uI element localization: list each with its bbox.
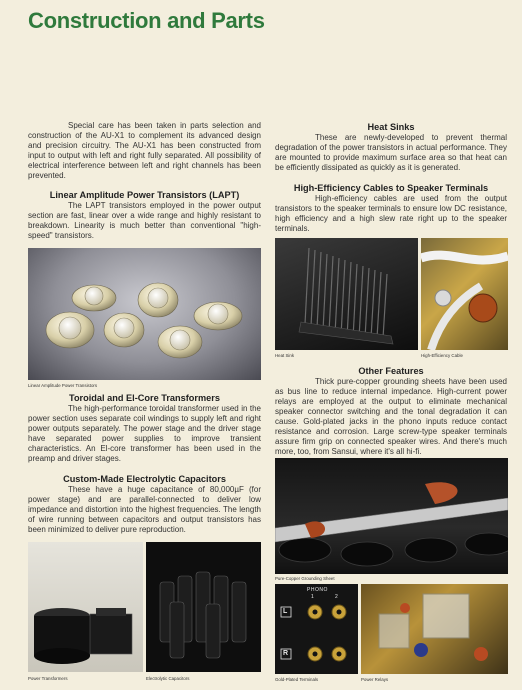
capacitors-heading: Custom-Made Electrolytic Capacitors — [63, 474, 226, 484]
capacitors-photo — [146, 542, 261, 672]
copper-sheet-caption: Pure-Copper Grounding Sheet — [275, 576, 335, 581]
capacitors-illustration — [146, 542, 261, 672]
transistor-2 — [138, 283, 178, 317]
right-channel-label: R — [283, 650, 289, 657]
transformers-photo — [28, 542, 143, 672]
terminals-photo — [275, 584, 358, 674]
copper-sheet-illustration — [275, 458, 508, 574]
phono-label: PHONO — [307, 587, 328, 593]
toroidal-text: The high-performance toroidal transformer used in the power section uses separate coil windings to supply left and right power outputs separately. The power stage and the driver stage have separated power supplies to improve transient characteristics. An El-core transformer has been used in the preamp and driver stages. — [28, 404, 261, 463]
heatsinks-text: These are newly-developed to prevent thermal degradation of the power transistors in actual performance. They are mounted to provide maximum surface area so that heat can be efficiently dissipated as quickly as it is generated. — [275, 133, 507, 172]
transistor-5 — [104, 313, 144, 347]
transistor-1 — [72, 285, 116, 311]
toroidal-heading: Toroidal and El-Core Transformers — [69, 393, 220, 403]
capacitors-text: These have a huge capacitance of 80,000µF (for power stage) and are parallel-connected to deliver low impedance and distortion into the highest frequencies. The length of wire running between capacitors and output transistors has been minimized to deliver pure reproduction. — [28, 485, 261, 534]
left-channel-label: L — [283, 608, 288, 615]
phono-2-label: 2 — [335, 594, 338, 600]
cable-photo — [421, 238, 508, 350]
lapt-heading: Linear Amplitude Power Transistors (LAPT) — [49, 190, 240, 200]
heat-sink-photo — [275, 238, 418, 350]
left-column-middle — [28, 392, 261, 535]
relays-caption: Power Relays — [361, 677, 389, 682]
lapt-caption: Linear Amplitude Power Transistors — [28, 383, 98, 388]
lapt-text: The LAPT transistors employed in the power output section are fast, linear over a wide range and highly resistant to breakdown. Linearity is much better than conventional "high-speed" transistors. — [28, 201, 261, 240]
transistors-illustration — [28, 248, 261, 380]
copper-sheet-photo — [275, 458, 508, 574]
transformers-caption: Power Transformers — [28, 676, 68, 681]
lapt-photo — [28, 248, 261, 380]
cable-caption: High-Efficiency Cable — [421, 353, 463, 358]
other-text: Thick pure-copper grounding sheets have been used as bus line to reduce internal impedance. High-current power relays are employed at the output to eliminate mechanical speaker connector switching and the tonal degradation it can cause. Gold-plated jacks in the phono inputs reduce contact resistance and corrosion. Large screw-type speaker terminals assure firm grip on connected speaker wires. And there's much more, too, from Sansui, where it's all hi-fi. — [275, 377, 507, 456]
heat-sink-caption: Heat Sink — [275, 353, 295, 358]
page-title: Construction and Parts — [28, 8, 265, 33]
relays-photo — [361, 584, 508, 674]
phono-1-label: 1 — [311, 594, 314, 600]
capacitors-caption: Electrolytic Capacitors — [146, 676, 190, 681]
cable-illustration — [421, 238, 508, 350]
transformers-illustration — [28, 542, 143, 672]
terminals-caption: Gold-Plated Terminals — [275, 677, 319, 682]
transistor-3 — [194, 302, 242, 330]
heat-sink-illustration — [275, 238, 418, 350]
right-column-middle — [275, 365, 507, 457]
terminals-illustration — [275, 584, 358, 674]
transistor-4 — [46, 312, 94, 348]
left-column — [28, 121, 261, 241]
other-heading: Other Features — [358, 366, 424, 376]
right-column — [275, 121, 507, 234]
intro-text: Special care has been taken in parts selection and construction of the AU-X1 to complement its advanced design and precision circuitry. The AU-X1 has been constructed from input to output with left and right fully separated. All possibility of electrical interference between left and right channels has been prevented. — [28, 121, 261, 180]
heatsinks-heading: Heat Sinks — [367, 122, 415, 132]
cables-text: High-efficiency cables are used from the output transistors to the speaker terminals to ensure low DC resistance, high efficiency and a high slew rate right up to the speaker terminals. — [275, 194, 507, 233]
cables-heading: High-Efficiency Cables to Speaker Terminals — [293, 183, 489, 193]
relays-illustration — [361, 584, 508, 674]
transistor-6 — [158, 326, 202, 358]
